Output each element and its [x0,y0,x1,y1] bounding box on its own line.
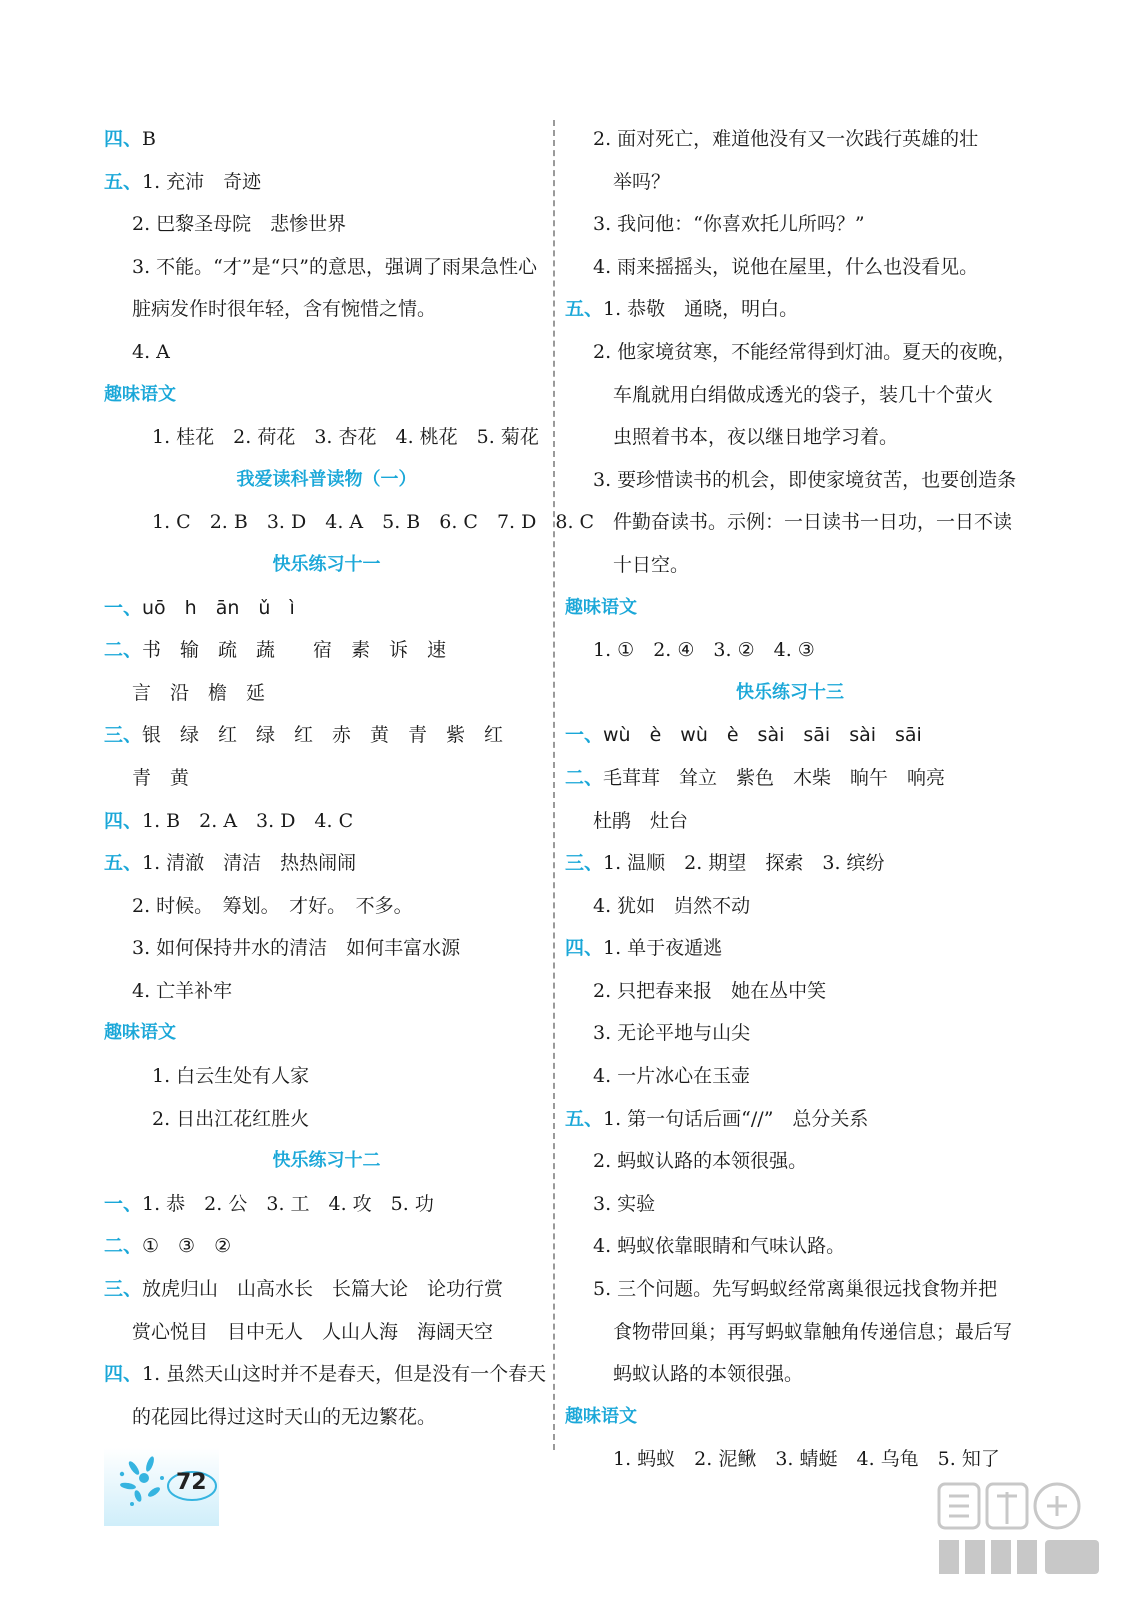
section-heading: 趣味语文 [104,383,176,405]
answer-line [104,1311,549,1354]
answer-text: 1. 恭敬 通晓，明白。 [603,298,799,321]
answer-line [565,118,1015,161]
answer-text: 3. 我问他：“你喜欢托儿所吗？” [593,213,865,236]
question-number: 一、 [104,596,143,619]
watermark-logo [935,1478,1105,1588]
answer-text: 1. 白云生处有人家 [152,1065,310,1088]
answer-text: 3. 要珍惜读书的机会，即使家境贫苦，也要创造条 [593,468,1017,491]
answer-line [565,331,1015,374]
answer-line [104,885,549,928]
exercise-title: 快乐练习十二 [272,1150,381,1172]
answer-text: 2. 他家境贫寒，不能经常得到灯油。夏天的夜晚， [593,340,1017,363]
question-number: 四、 [104,1363,143,1386]
answer-text: 4. 蚂蚁依靠眼睛和气味认路。 [593,1235,846,1258]
answer-text: 4. 亡羊补牢 [132,979,233,1002]
exercise-title: 快乐练习十三 [736,681,844,703]
answer-line [565,1183,1015,1226]
exercise-title: 快乐练习十一 [272,553,381,575]
answer-line [565,714,1015,757]
answer-text: 2. 时候。 筹划。 才好。 不多。 [132,894,413,917]
answer-text: 1. 恭 2. 公 3. 工 4. 攻 5. 功 [142,1192,434,1215]
answer-text: 3. 无论平地与山尖 [593,1022,751,1045]
answer-text: 举吗？ [613,170,671,193]
answer-text: 书 输 疏 蔬 宿 素 诉 速 [142,639,447,662]
answer-line [565,544,1015,587]
answer-line [565,1438,1015,1481]
column-divider [553,120,555,1450]
answer-text: 1. 第一句话后画“//” 总分关系 [603,1107,869,1130]
answer-text: 1. 温顺 2. 期望 探索 3. 缤纷 [603,852,885,875]
answer-line [104,842,549,885]
section-heading: 趣味语文 [565,596,637,618]
answer-line [565,970,1015,1013]
answer-text: 1. 单于夜遁逃 [603,937,723,960]
answer-line [104,1396,549,1439]
answer-text: 2. 日出江花红胜火 [152,1107,310,1130]
answer-text: 毛茸茸 耸立 紫色 木柴 晌午 响亮 [603,766,946,789]
answer-line [565,927,1015,970]
answer-line [104,629,549,672]
answer-text: wù è wù è sài sāi sài sāi [603,724,922,747]
answer-text: 蚂蚁认路的本领很强。 [613,1363,804,1386]
answer-text: 杜鹃 灶台 [593,809,689,832]
answer-text: 4. 犹如 岿然不动 [593,894,751,917]
answer-line [104,161,549,204]
answer-text: 1. C 2. B 3. D 4. A 5. B 6. C 7. D 8. C [152,511,595,534]
answer-line [565,246,1015,289]
answer-text: ① ③ ② [142,1235,232,1258]
answer-line [565,1225,1015,1268]
answer-line [565,501,1015,544]
answer-text: 1. ① 2. ④ 3. ② 4. ③ [593,639,815,662]
answer-line [565,1268,1015,1311]
question-number: 五、 [104,170,143,193]
answer-line [565,1055,1015,1098]
answer-text: 5. 三个问题。先写蚂蚁经常离巢很远找食物并把 [593,1278,998,1301]
answer-line [565,288,1015,331]
answer-text: 脏病发作时很年轻，含有惋惜之情。 [132,298,437,321]
answer-line [104,118,549,161]
answer-text: 车胤就用白绢做成透光的袋子，装几十个萤火 [613,383,994,406]
answer-line [565,757,1015,800]
answer-line [565,459,1015,502]
question-number: 三、 [104,1278,143,1301]
answer-line [565,629,1015,672]
answer-line [104,203,549,246]
answer-text: 4. 雨来摇摇头，说他在屋里，什么也没看见。 [593,255,979,278]
question-number: 二、 [104,1235,143,1258]
question-number: 四、 [565,937,604,960]
question-number: 五、 [104,852,143,875]
answer-text: uō h ān ǔ ì [142,596,295,619]
answer-line [104,331,549,374]
answer-text: 青 黄 [132,766,190,789]
answer-text: 2. 面对死亡，难道他没有又一次践行英雄的壮 [593,128,979,150]
question-number: 一、 [104,1192,143,1215]
answer-line [565,203,1015,246]
answer-text: B [142,128,156,150]
answer-line [104,672,549,715]
answer-line [565,374,1015,417]
answer-line [104,1098,549,1141]
answer-line [104,714,549,757]
answer-text: 1. 清澈 清洁 热热闹闹 [142,852,357,875]
answer-text: 1. B 2. A 3. D 4. C [142,809,354,832]
answer-text: 件勤奋读书。示例：一日读书一日功，一日不读 [613,511,1013,534]
answer-line [104,587,549,630]
answer-text: 2. 蚂蚁认路的本领很强。 [593,1150,808,1173]
answer-line [104,1225,549,1268]
answer-line [565,161,1015,204]
answer-line [565,885,1015,928]
answer-line [565,800,1015,843]
answer-line [104,288,549,331]
answer-text: 食物带回巢；再写蚂蚁靠触角传递信息；最后写 [613,1320,1013,1343]
answer-text: 1. 蚂蚁 2. 泥鳅 3. 蜻蜓 4. 乌龟 5. 知了 [613,1448,1000,1471]
question-number: 三、 [565,852,604,875]
answer-text: 银 绿 红 绿 红 赤 黄 青 紫 红 [142,724,504,747]
question-number: 三、 [104,724,143,747]
question-number: 二、 [104,639,143,662]
answer-text: 言 沿 檐 延 [132,681,266,704]
answer-line [565,1311,1015,1354]
answer-text: 4. A [132,340,170,363]
answer-line [104,501,595,544]
answer-text: 2. 只把春来报 她在丛中笑 [593,979,827,1002]
answer-line [104,1353,549,1396]
answer-text: 1. 虽然天山这时并不是春天，但是没有一个春天 [142,1363,547,1386]
answer-line [565,842,1015,885]
answer-text: 的花园比得过这时天山的无边繁花。 [132,1405,437,1428]
answer-text: 虫照着书本，夜以继日地学习着。 [613,426,899,449]
answer-text: 2. 巴黎圣母院 悲惨世界 [132,213,347,236]
answer-line [104,416,549,459]
answer-line [104,927,549,970]
answer-text: 3. 不能。“才”是“只”的意思，强调了雨果急性心 [132,255,538,278]
answer-line [565,416,1015,459]
answer-text: 4. 一片冰心在玉壶 [593,1065,751,1088]
question-number: 四、 [104,128,143,150]
answer-line [565,1353,1015,1396]
answer-text: 赏心悦目 目中无人 人山人海 海阔天空 [132,1320,494,1343]
answer-line [104,246,549,289]
section-heading: 趣味语文 [104,1022,176,1044]
answer-text: 3. 如何保持井水的清洁 如何丰富水源 [132,937,461,960]
answer-text: 十日空。 [613,553,690,576]
answer-line [104,800,549,843]
answer-line [565,1140,1015,1183]
answer-line [104,757,549,800]
left-column [104,118,595,1438]
section-heading: 趣味语文 [565,1405,637,1427]
question-number: 五、 [565,1107,604,1130]
answer-line [104,1268,549,1311]
answer-text: 放虎归山 山高水长 长篇大论 论功行赏 [142,1278,504,1301]
question-number: 一、 [565,724,604,747]
exercise-title: 我爱读科普读物（一） [236,468,417,490]
answer-line [104,1183,549,1226]
answer-line [565,1098,1015,1141]
question-number: 四、 [104,809,143,832]
answer-line [104,1055,549,1098]
question-number: 五、 [565,298,604,321]
right-column [565,118,1015,1481]
answer-text: 1. 充沛 奇迹 [142,170,262,193]
page-number: 72 [176,1470,207,1495]
answer-text: 1. 桂花 2. 荷花 3. 杏花 4. 桃花 5. 菊花 [152,426,539,449]
answer-line [104,970,549,1013]
answer-line [565,1012,1015,1055]
question-number: 二、 [565,766,604,789]
answer-text: 3. 实验 [593,1192,656,1215]
